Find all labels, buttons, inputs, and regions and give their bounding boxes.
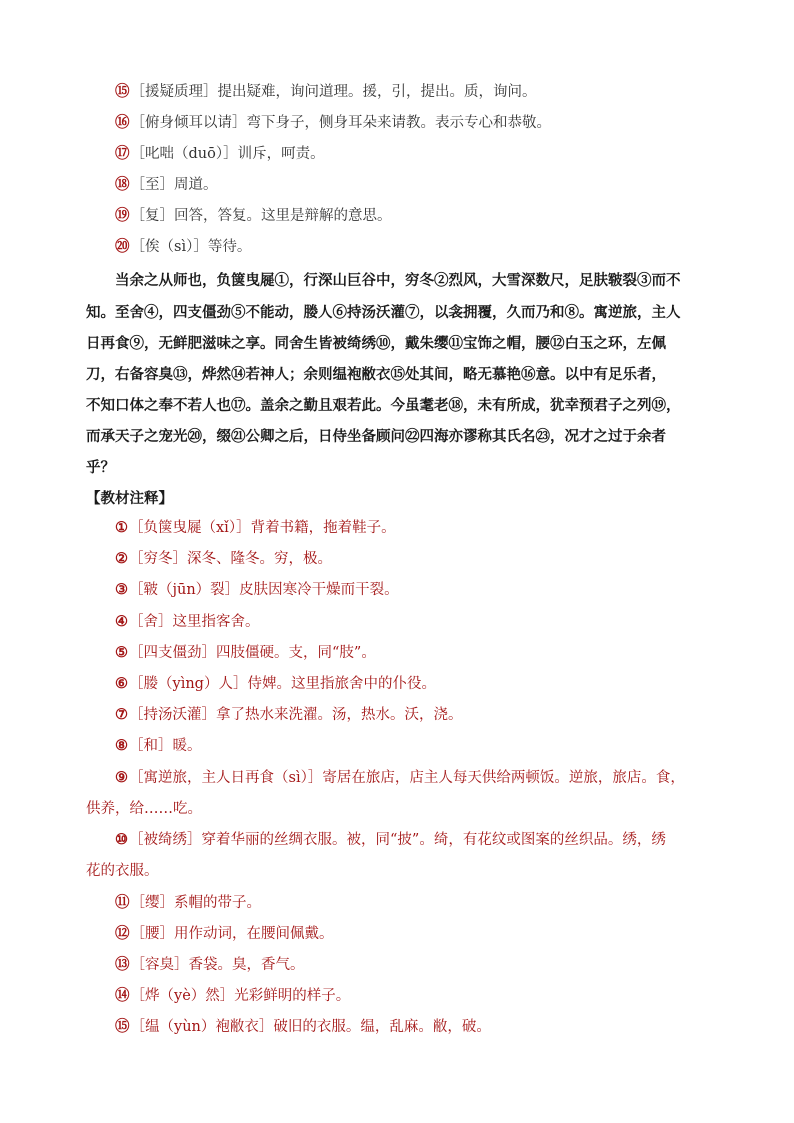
passage-line: 而承天子之宠光⑳，缀㉑公卿之后，日侍坐备顾问㉒四海亦谬称其氏名㉓，况才之过于余者 [86,428,666,445]
note-text: ［皲（jūn）裂］皮肤因寒冷干燥而干裂。 [129,582,399,598]
passage-line: 不知口体之奉不若人也⑰。盖余之勤且艰若此。今虽耄老⑱，未有所成，犹幸预君子之列⑲， [86,397,681,414]
note-text: 供养，给……吃。 [86,801,202,817]
note-text: ［寓逆旅，主人日再食（sì）］寄居在旅店，店主人每天供给两顿饭。逆旅，旅店。食， [129,770,685,786]
note-number: ⑧ [115,737,128,754]
note-number: ⑤ [115,644,128,661]
note-text: ［穷冬］深冬、隆冬。穷，极。 [129,551,332,567]
note-number: ⑫ [115,925,130,942]
note-text: ［俯身倾耳以请］弯下身子，侧身耳朵来请教。表示专心和恭敬。 [130,115,551,131]
note-text: ［舍］这里指客舍。 [129,614,260,630]
note-number: ⑯ [115,114,130,131]
passage-line: 知。至舍④，四支僵劲⑤不能动，媵人⑥持汤沃灌⑦，以衾拥覆，久而乃和⑧。寓逆旅，主人 [86,304,681,321]
note-number: ⑮ [115,83,130,100]
passage-line: 刀，右备容臭⑬，烨然⑭若神人；余则缊袍敝衣⑮处其间，略无慕艳⑯意。以中有足乐者， [86,366,666,383]
note-number: ③ [115,581,128,598]
note-text: ［缨］系帽的带子。 [130,895,261,911]
passage-line: 乎？ [86,459,115,476]
note-text: ［被绮绣］穿着华丽的丝绸衣服。被，同“披”。绮，有花纹或图案的丝织品。绣，绣 [129,832,666,848]
note-text: ［烨（yè）然］光彩鲜明的样子。 [130,988,351,1004]
note-number: ⑰ [115,145,130,162]
note-number: ⑲ [115,207,130,224]
note-text: ［四支僵劲］四肢僵硬。支，同“肢”。 [129,645,376,661]
note-number: ① [115,519,128,536]
passage-line: 日再食⑨，无鲜肥滋味之享。同舍生皆被绮绣⑩，戴朱缨⑪宝饰之帽，腰⑫白玉之环，左佩 [86,335,666,352]
note-number: ⑬ [115,956,130,973]
note-number: ⑪ [115,894,130,911]
note-number: ④ [115,613,128,630]
note-number: ⑦ [115,706,128,723]
section-heading: 【教材注释】 [86,490,173,507]
note-number: ⑳ [115,238,130,255]
note-text: ［和］暖。 [129,738,202,754]
note-number: ⑥ [115,675,128,692]
note-text: ［叱咄（duō）］训斥，呵责。 [130,146,325,162]
note-number: ⑮ [115,1018,130,1035]
note-text: ［援疑质理］提出疑难，询问道理。援，引，提出。质，询问。 [130,84,537,100]
note-text: ［腰］用作动词，在腰间佩戴。 [130,926,334,942]
note-text: ［负箧曳屣（xǐ）］背着书籍，拖着鞋子。 [129,520,396,536]
note-text: ［媵（yìng）人］侍婢。这里指旅舍中的仆役。 [129,676,436,692]
note-text: ［容臭］香袋。臭，香气。 [130,957,305,973]
note-number: ⑭ [115,987,130,1004]
note-text: ［俟（sì）］等待。 [130,239,252,255]
passage-line: 当余之从师也，负箧曳屣①，行深山巨谷中，穷冬②烈风，大雪深数尺，足肤皲裂③而不 [115,272,681,289]
note-number: ⑨ [115,769,128,786]
note-number: ② [115,550,128,567]
note-text: ［复］回答，答复。这里是辩解的意思。 [130,208,392,224]
note-text: ［缊（yùn）袍敝衣］破旧的衣服。缊，乱麻。敝，破。 [130,1019,491,1035]
note-text: 花的衣服。 [86,863,159,879]
note-text: ［至］周道。 [130,177,218,193]
note-number: ⑱ [115,176,130,193]
note-text: ［持汤沃灌］拿了热水来洗濯。汤，热水。沃，浇。 [129,707,463,723]
note-number: ⑩ [115,831,128,848]
